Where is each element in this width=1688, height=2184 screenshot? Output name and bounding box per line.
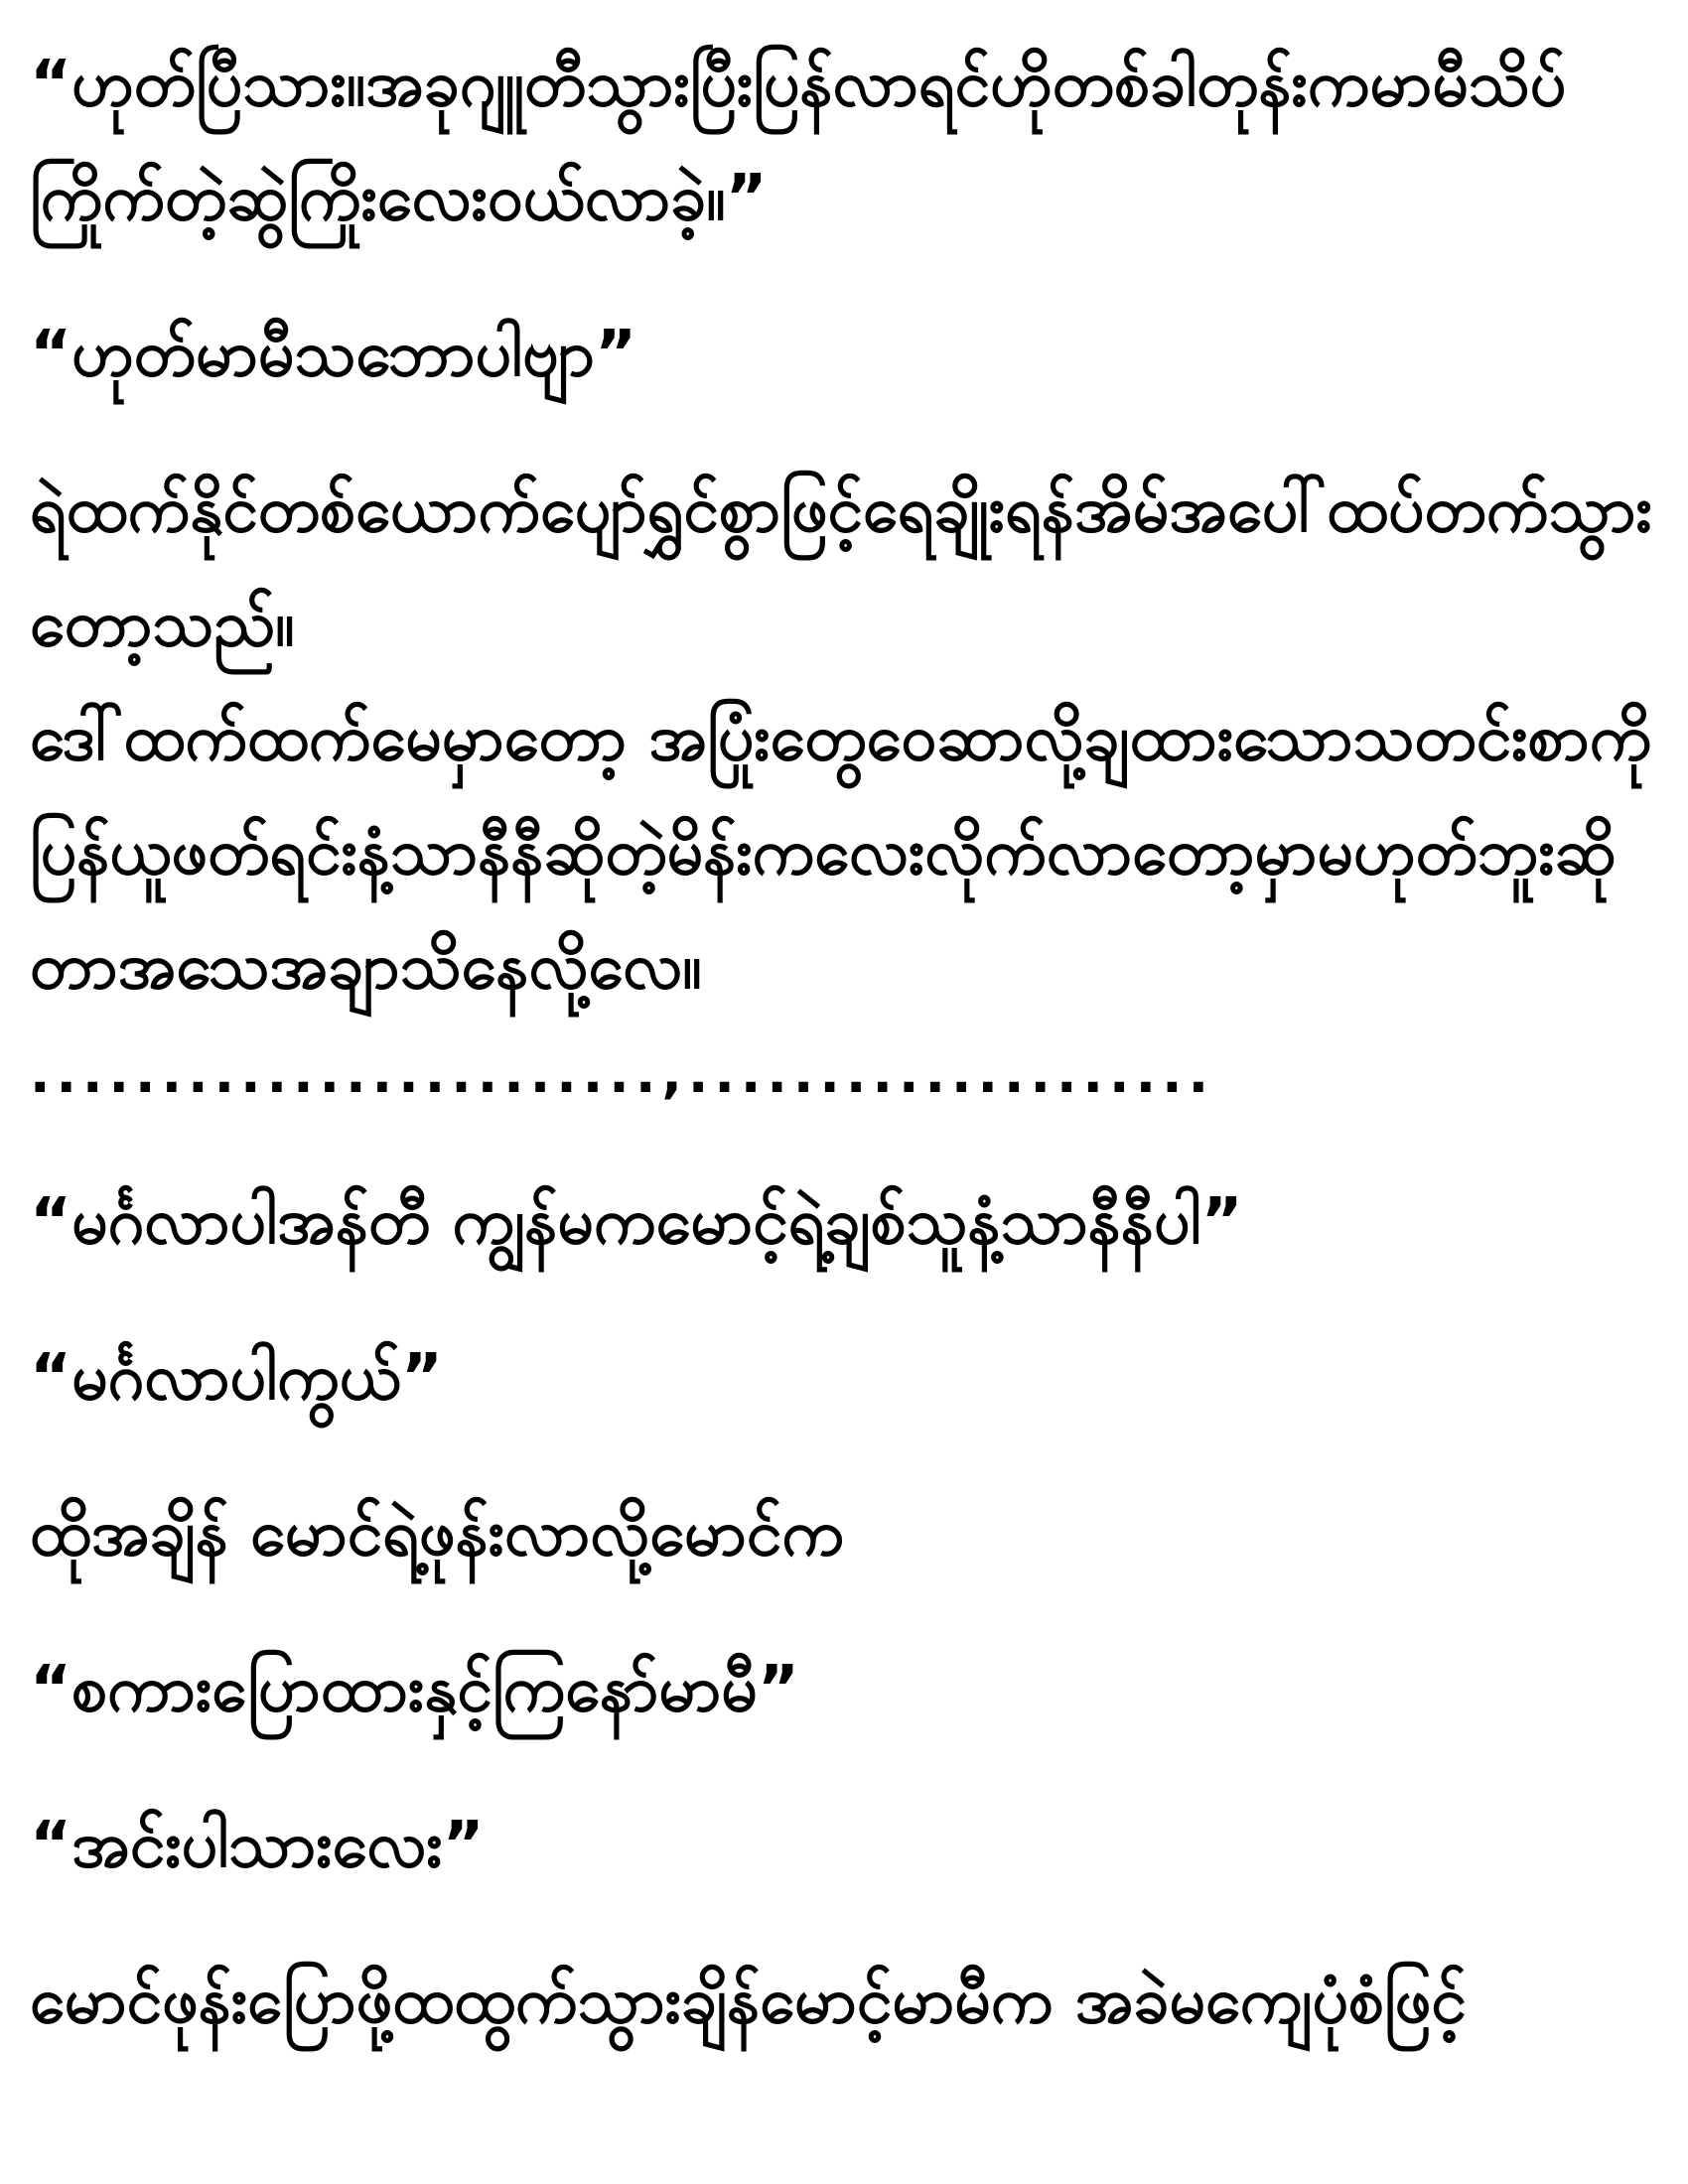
- text-line: “ဟုတ်ပြီသား။အခုဂျူတီသွားပြီးပြန်လာရင်ဟိုတစ်ခါတုန်းကမာမီသိပ်: [30, 48, 1567, 121]
- text-line: ဒေါ်ထက်ထက်မေမှာတော့ အပြုံးတွေဝေဆာလို့ချထားသောသတင်းစာကို: [30, 702, 1652, 775]
- text-line: ကြိုက်တဲ့ဆွဲကြိုးလေးဝယ်လာခဲ့။”: [30, 162, 768, 235]
- text-line: “မင်္ဂလာပါအန်တီ ကျွန်မကမောင့်ရဲ့ချစ်သူနံ့သာနီနီပါ”: [30, 1185, 1243, 1259]
- text-line: ပြန်ယူဖတ်ရင်းနံ့သာနီနီဆိုတဲ့မိန်းကလေးလိုက်လာတော့မှာမဟုတ်ဘူးဆို: [30, 816, 1617, 889]
- text-line: ရဲထက်နိုင်တစ်ယောက်ပျော်ရွှင်စွာဖြင့်ရေချိုးရန်အိမ်အပေါ်ထပ်တက်သွား: [30, 474, 1652, 547]
- text-line: တာအသေအချာသိနေလို့လေ။: [30, 930, 702, 1004]
- text-line: “ဟုတ်မာမီသဘောပါဗျာ”: [30, 318, 637, 391]
- text-line: ထိုအချိန် မောင်ရဲ့ဖုန်းလာလို့မောင်က: [30, 1497, 845, 1570]
- text-line: တော့သည်။: [30, 588, 295, 661]
- text-line: “အင်းပါသားလေး”: [30, 1809, 485, 1882]
- text-line: “မင်္ဂလာပါကွယ်”: [30, 1341, 443, 1415]
- dotted-separator: ........................,....................: [30, 1042, 1215, 1105]
- text-line: “စကားပြောထားနှင့်ကြနော်မာမီ”: [30, 1653, 799, 1726]
- text-line: မောင်ဖုန်းပြောဖို့ထထွက်သွားချိန်မောင့်မာမီက အခဲမကျေပုံစံဖြင့်: [30, 1965, 1467, 2038]
